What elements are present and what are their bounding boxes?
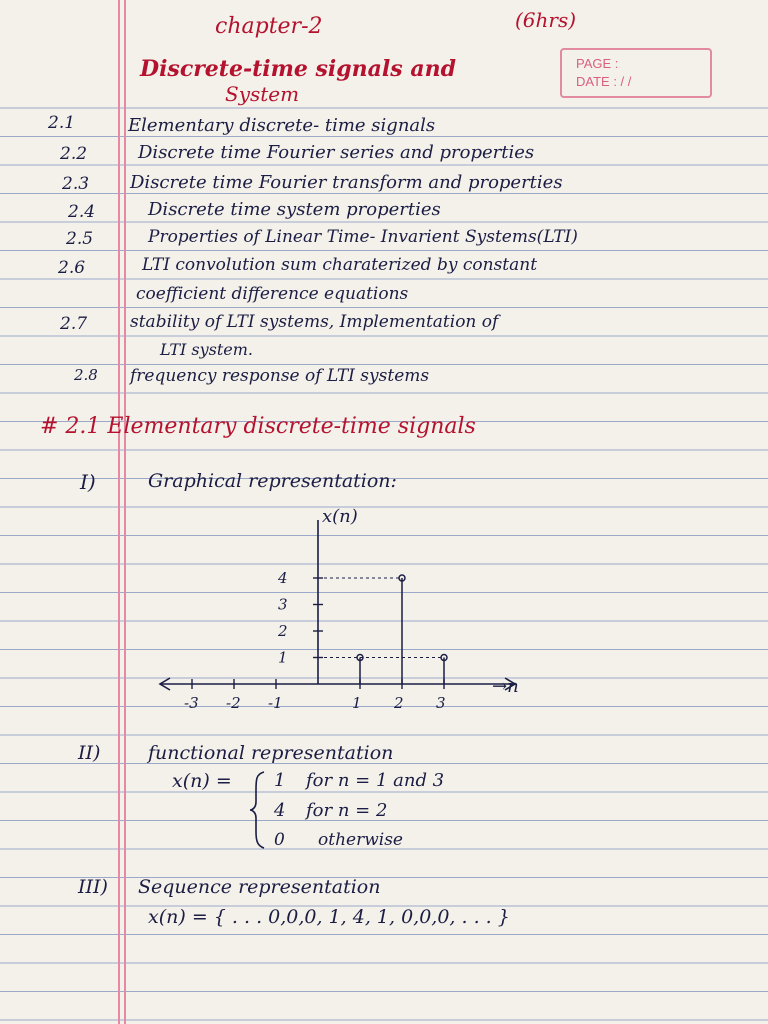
x-tick-label: -2 [226, 694, 241, 712]
y-axis-label: x(n) [322, 506, 358, 527]
page-label: PAGE : [576, 56, 619, 71]
toc-item: Discrete time system properties [148, 199, 441, 220]
chapter-title-line2: System [225, 82, 300, 106]
case-value: 0 [274, 830, 285, 850]
y-tick-label: 2 [278, 622, 288, 640]
x-tick-label: 2 [394, 694, 404, 712]
toc-item: frequency response of LTI systems [130, 366, 430, 386]
toc-num: 2.2 [60, 144, 88, 164]
y-tick-label: 4 [278, 569, 288, 587]
case-value: 4 [274, 800, 286, 821]
toc-num: 2.7 [60, 314, 88, 334]
toc-num: 2.5 [66, 229, 94, 249]
subsection-title: Graphical representation: [148, 470, 397, 492]
toc-num: 2.4 [68, 202, 96, 222]
case-condition: for n = 1 and 3 [306, 770, 445, 791]
x-tick-label: -3 [184, 694, 199, 712]
chapter-label: chapter-2 [215, 14, 323, 39]
x-tick-label: 1 [352, 694, 362, 712]
toc-num: 2.6 [58, 258, 86, 278]
subsection-number: I) [80, 470, 96, 494]
section-heading: # 2.1 Elementary discrete-time signals [40, 414, 476, 439]
y-tick-label: 1 [278, 648, 288, 667]
toc-item-continued: coefficient difference equations [136, 284, 409, 304]
toc-item-continued: LTI system. [160, 340, 254, 359]
toc-item: Discrete time Fourier transform and properties [130, 172, 563, 193]
toc-item: LTI convolution sum charaterized by constant [142, 255, 538, 275]
y-tick-label: 3 [278, 595, 288, 614]
subsection-title: Sequence representation [138, 876, 381, 898]
subsection-number: II) [78, 742, 101, 764]
date-label: DATE : / / [576, 74, 632, 89]
chapter-title-line1: Discrete-time signals and [140, 56, 456, 82]
subsection-number: III) [78, 876, 108, 898]
function-lhs: x(n) = [172, 770, 232, 792]
sequence-expression: x(n) = { . . . 0,0,0, 1, 4, 1, 0,0,0, . . . } [148, 906, 510, 928]
toc-item: Discrete time Fourier series and properties [138, 142, 535, 163]
left-brace [248, 770, 268, 850]
x-axis-label: →n [492, 676, 519, 697]
toc-item: stability of LTI systems, Implementation of [130, 312, 499, 332]
toc-num: 2.3 [62, 174, 90, 194]
case-condition: for n = 2 [306, 800, 388, 821]
x-tick-label: -1 [268, 694, 283, 712]
case-value: 1 [274, 770, 286, 791]
toc-num: 2.1 [48, 113, 76, 133]
toc-item: Properties of Linear Time- Invarient Systems(LTI) [148, 227, 578, 247]
toc-num: 2.8 [74, 366, 98, 384]
hours-label: (6hrs) [515, 8, 577, 32]
subsection-title: functional representation [148, 742, 394, 764]
x-tick-label: 3 [436, 694, 446, 712]
case-condition: otherwise [318, 830, 403, 850]
toc-item: Elementary discrete- time signals [128, 115, 436, 136]
